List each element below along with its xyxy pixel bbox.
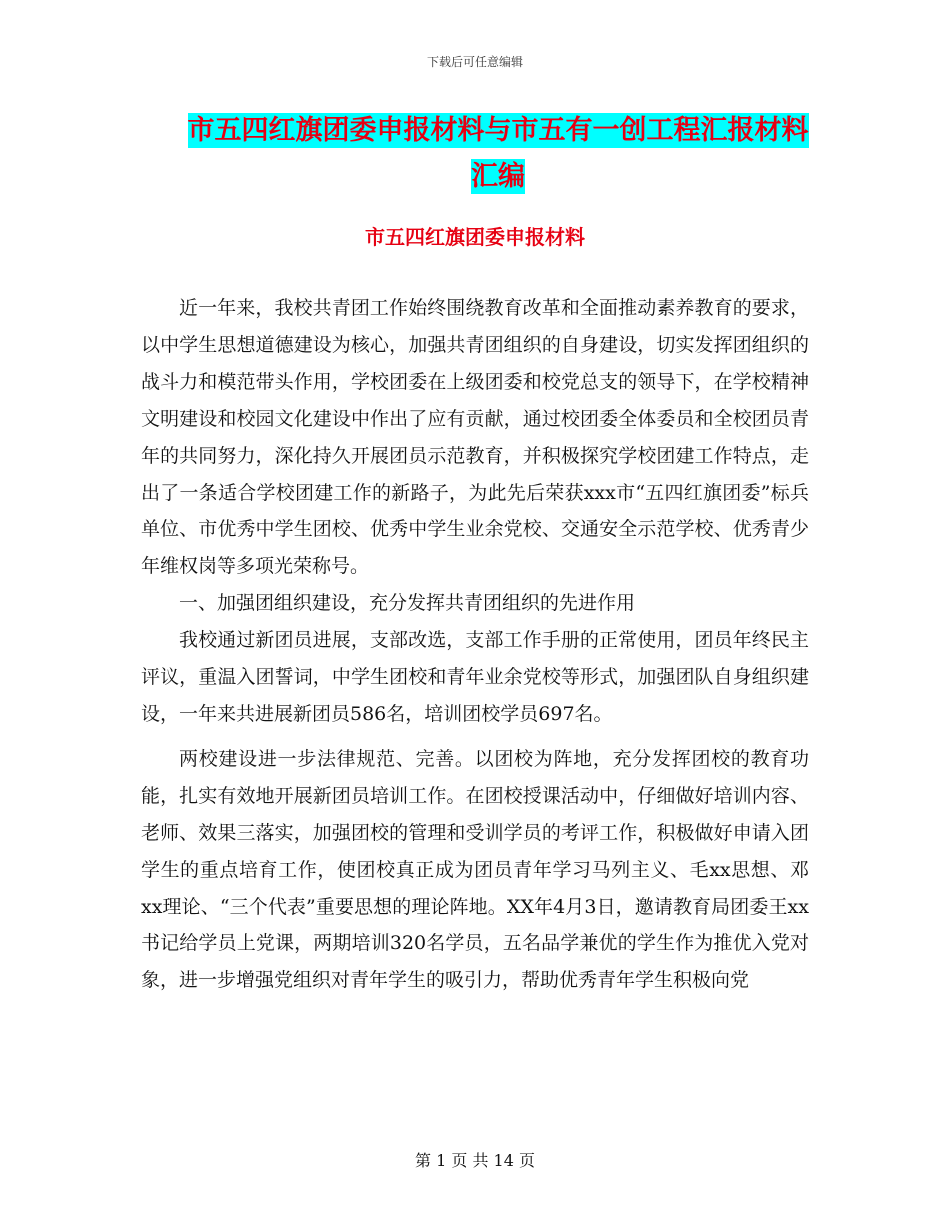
document-title-line-1: 市五四红旗团委申报材料与市五有一创工程汇报材料: [187, 115, 809, 146]
page-footer: 第 1 页 共 14 页: [415, 1151, 535, 1170]
document-title: [140, 108, 856, 200]
paragraph-heading-1: 一、加强团组织建设，充分发挥共青团组织的先进作用: [179, 592, 636, 615]
paragraph-two-schools: 两校建设进一步法律规范、完善。以团校为阵地，充分发挥团校的教育功能，扎实有效地开展新团员培训工作。在团校授课活动中，仔细做好培训内容、老师、效果三落实，加强团校的管理和受训学员的考评工作，积极做好申请入团学生的重点培育工作，使团校真正成为团员青年学习马列主义、毛xx思想、邓xx理论、“三个代表”重要思想的理论阵地。XX年4月3日，邀请教育局团委王xx书记给学员上党课，两期培训320名学员，五名品学兼优的学生作为推优入党对象，进一步增强党组织对青年学生的吸引力，帮助优秀青年学生积极向党: [141, 747, 809, 992]
document-body: [141, 290, 809, 999]
paragraph-membership: 我校通过新团员进展，支部改选，支部工作手册的正常使用，团员年终民主评议，重温入团誓词，中学生团校和青年业余党校等形式，加强团队自身组织建设，一年来共进展新团员586名，培训团校学员697名。: [141, 629, 809, 725]
section-title: 市五四红旗团委申报材料: [365, 225, 585, 249]
document-title-line-2: 汇编: [471, 161, 525, 192]
header-note: 下载后可任意编辑: [426, 55, 523, 69]
paragraph-intro: 近一年来，我校共青团工作始终围绕教育改革和全面推动素养教育的要求，以中学生思想道德建设为核心，加强共青团组织的自身建设，切实发挥团组织的战斗力和模范带头作用，学校团委在上级团委和校党总支的领导下，在学校精神文明建设和校园文化建设中作出了应有贡献，通过校团委全体委员和全校团员青年的共同努力，深化持久开展团员示范教育，并积极探究学校团建工作特点，走出了一条适合学校团建工作的新路子，为此先后荣获xxx市“五四红旗团委”标兵单位、市优秀中学生团校、优秀中学生业余党校、交通安全示范学校、优秀青少年维权岗等多项光荣称号。: [141, 297, 809, 578]
